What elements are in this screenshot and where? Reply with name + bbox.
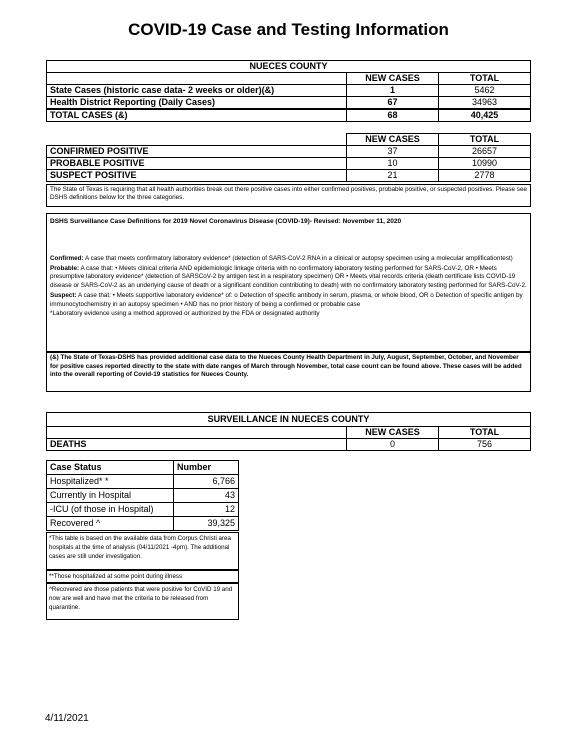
case-status-header: Case Status (47, 461, 174, 475)
probable-def-text: A case that: • Meets clinical criteria AND epidemiologic linkage criteria with no confirmatory laboratory testing performed for SARS-CoV-2, OR • Meets presumptive laboratory evidence* (detection of SARSCoV-2 by antigen test in a respiratory specimen) OR • Meets vital records criteria (death certificate lists COVID-19 disease or SARS-CoV-2 as an underlying cause of death or a significant condition contributing to death) with no confirmatory laboratory testing performed for SARS-CoV-2. (50, 265, 527, 289)
total-cases-total: 40,425 (439, 109, 531, 122)
surveillance-header: SURVEILLANCE IN NUECES COUNTY (47, 413, 531, 427)
total-cases-label: TOTAL CASES (&) (47, 109, 347, 122)
probable-total: 10990 (439, 158, 531, 170)
status-label: Currently in Hospital (47, 489, 174, 503)
county-header: NUECES COUNTY (47, 61, 531, 73)
confirmed-total: 26657 (439, 146, 531, 158)
row-new: 67 (347, 97, 439, 110)
confirmed-new: 37 (347, 146, 439, 158)
status-value: 12 (174, 503, 239, 517)
case-status-table (46, 460, 239, 531)
status-value: 6,766 (174, 475, 239, 489)
probable-label: PROBABLE POSITIVE (47, 158, 347, 170)
lab-footnote: *Laboratory evidence using a method approved or authorized by the FDA or designated authority (50, 310, 320, 318)
probable-definition (47, 264, 530, 291)
col-total: TOTAL (439, 427, 531, 439)
case-status-note-1: *This table is based on the available data from Corpus Christi area hospitals at the time of analysis (04/11/2021 -4pm). The additional cases are still under investigation. (46, 532, 239, 570)
confirmed-def-label: Confirmed: (50, 254, 84, 262)
status-label: -ICU (of those in Hospital) (47, 503, 174, 517)
suspect-def-label: Suspect: (50, 292, 77, 300)
county-table (46, 60, 531, 122)
confirmed-label: CONFIRMED POSITIVE (47, 146, 347, 158)
suspect-new: 21 (347, 170, 439, 182)
row-total: 34963 (439, 97, 531, 110)
col-total: TOTAL (439, 73, 531, 85)
suspect-label: SUSPECT POSITIVE (47, 170, 347, 182)
confirmed-definition (47, 254, 530, 264)
page-title: COVID-19 Case and Testing Information (128, 20, 449, 39)
probable-new: 10 (347, 158, 439, 170)
status-label: Hospitalized* * (47, 475, 174, 489)
deaths-total: 756 (439, 439, 531, 451)
deaths-new: 0 (347, 439, 439, 451)
col-new-cases: NEW CASES (347, 73, 439, 85)
surveillance-table (46, 412, 531, 451)
row-new: 1 (347, 85, 439, 97)
total-cases-new: 68 (347, 109, 439, 122)
suspect-total: 2778 (439, 170, 531, 182)
confirmed-def-text: A case that meets confirmatory laboratory evidence* (detection of SARS-CoV-2 RNA in a clinical or autopsy specimen using a molecular amplificationtest) (83, 254, 513, 262)
deaths-label: DEATHS (47, 439, 347, 451)
case-status-note-2: **Those hospitalized at some point during illness (46, 570, 239, 583)
state-note: (&) The State of Texas-DSHS has provided additional case data to the Nueces County Health Department in July, August, September, October, and November for positive cases reported directly to the state with date ranges of March through November, total case count can be found above. These cases will be added into the overall reporting of Covid-19 statistics for Nueces County. (46, 352, 531, 392)
status-value: 39,325 (174, 517, 239, 531)
row-total: 5462 (439, 85, 531, 97)
category-note: The State of Texas is requiring that all health authorities break out there positive cases into either confirmed positives, probable positive, or suspected positives. Please see DSHS definitions below for the three categories. (46, 184, 531, 207)
footer-date: 4/11/2021 (45, 713, 89, 724)
definitions-box (46, 213, 531, 352)
probable-def-label: Probable: (50, 265, 80, 272)
suspect-definition (47, 291, 530, 310)
status-value: 43 (174, 489, 239, 503)
row-label: Health District Reporting (Daily Cases) (47, 97, 347, 110)
case-status-note-3: ^Recovered are those patients that were positive for CoVID 19 and now are well and have met the criteria to be released from quarantine. (46, 583, 239, 620)
category-table (46, 133, 531, 182)
row-label: State Cases (historic case data- 2 weeks or older)(&) (47, 85, 347, 97)
definitions-title: DSHS Surveillance Case Definitions for 2019 Novel Coronavirus Disease (COVID-19)- Revised: November 11, 2020 (50, 218, 402, 225)
status-label: Recovered ^ (47, 517, 174, 531)
col-new-cases: NEW CASES (347, 134, 439, 146)
col-new-cases: NEW CASES (347, 427, 439, 439)
number-header: Number (174, 461, 239, 475)
suspect-def-text: A case that: • Meets supportive laboratory evidence* of: o Detection of specific antibody in serum, plasma, or whole blood, OR o Detection of specific antigen by immunocytochemistry in an autopsy specimen • AND has no prior history of being a confirmed or probable case (50, 292, 523, 308)
col-total: TOTAL (439, 134, 531, 146)
